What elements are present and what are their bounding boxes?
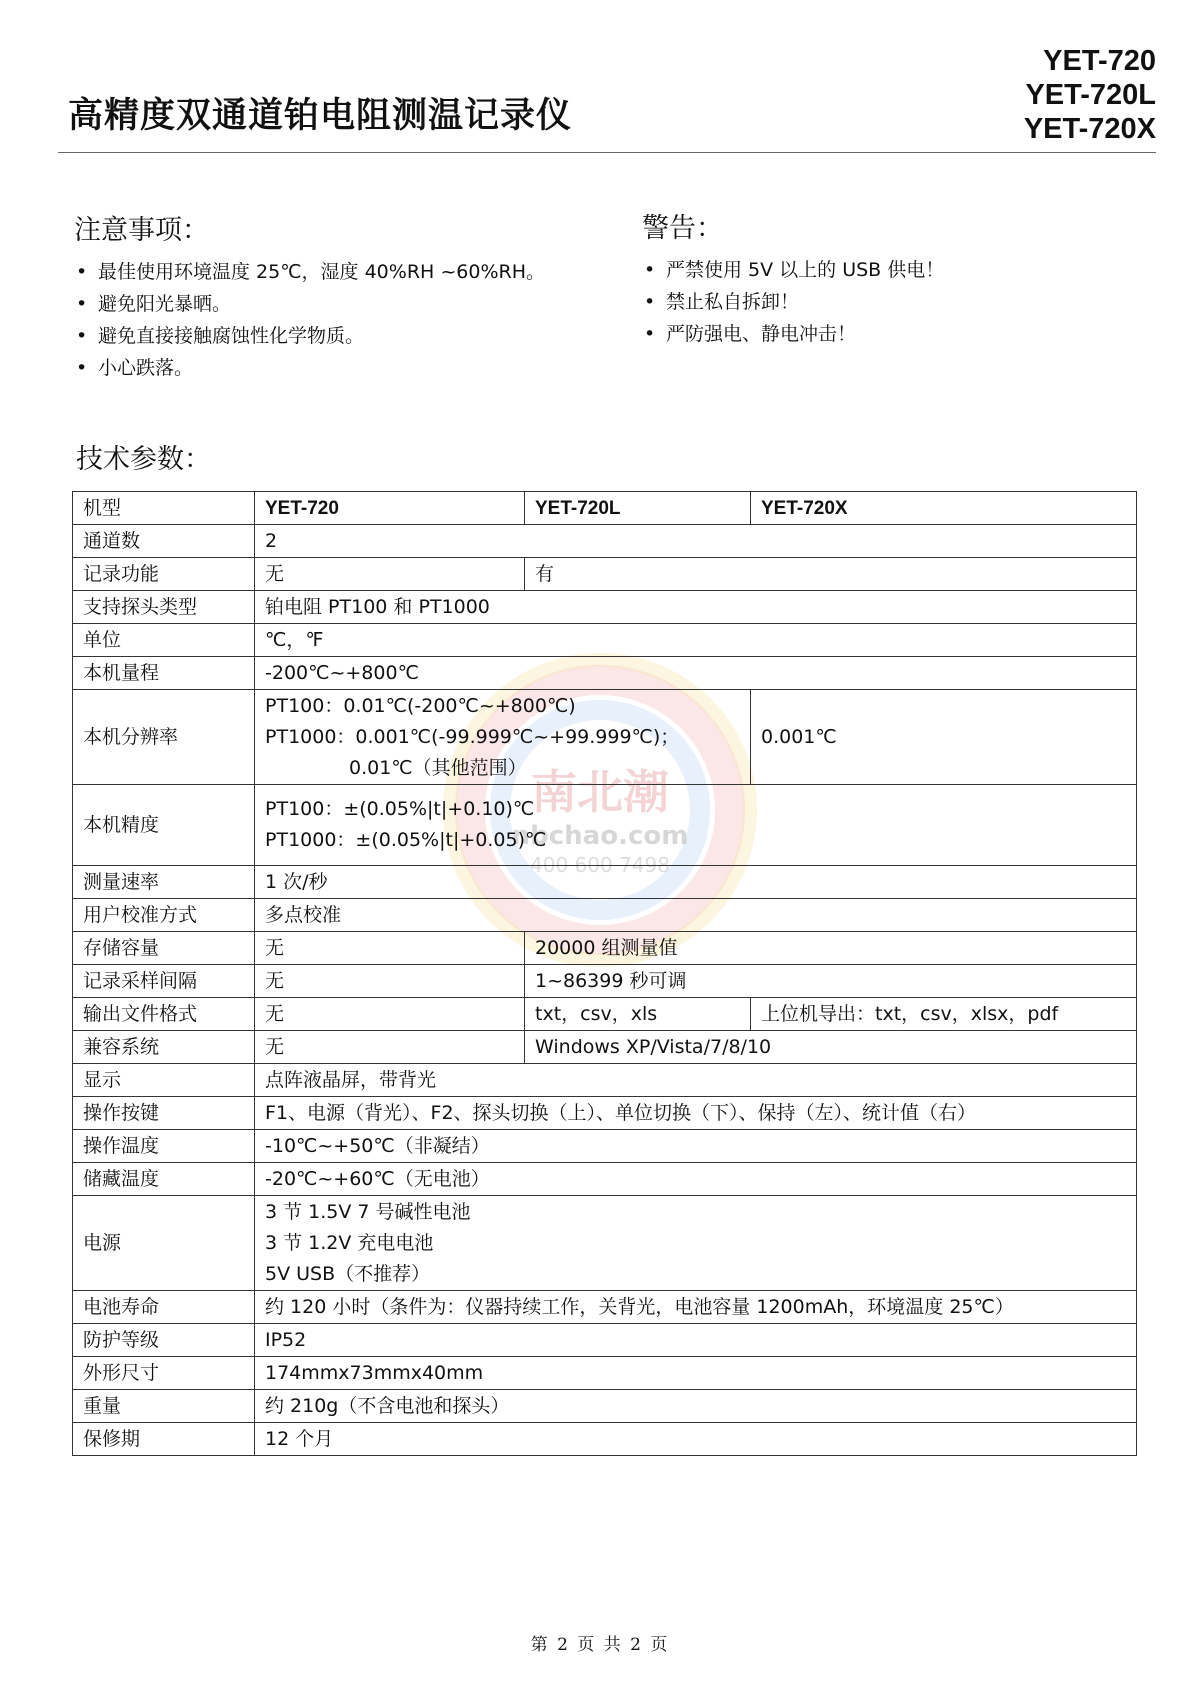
value-line: 0.01℃（其他范围） — [349, 756, 527, 779]
row-label: 单位 — [73, 624, 255, 657]
row-value: Windows XP/Vista/7/8/10 — [525, 1031, 1137, 1064]
table-row — [73, 1423, 1137, 1456]
value-line: PT1000：±(0.05%|t|+0.05)℃ — [265, 829, 547, 851]
table-row — [73, 690, 1137, 785]
row-value: F1、电源（背光）、F2、探头切换（上）、单位切换（下）、保持（左）、统计值（右） — [255, 1097, 1137, 1130]
model-name: YET-720 — [1043, 45, 1156, 77]
document-title: 高精度双通道铂电阻测温记录仪 — [68, 96, 573, 136]
table-row — [73, 1130, 1137, 1163]
list-item: • 最佳使用环境温度 25℃，湿度 40%RH ~60%RH。 — [76, 256, 545, 288]
row-label: 用户校准方式 — [73, 899, 255, 932]
row-label: 输出文件格式 — [73, 998, 255, 1031]
table-row — [73, 1196, 1137, 1291]
model-name: YET-720X — [1023, 113, 1156, 145]
row-label: 支持探头类型 — [73, 591, 255, 624]
notes-title: 注意事项： — [74, 215, 209, 246]
row-value: 约 210g（不含电池和探头） — [255, 1390, 1137, 1423]
list-item: • 避免阳光暴晒。 — [76, 288, 545, 320]
model-col-header: YET-720 — [255, 492, 525, 525]
table-row — [73, 492, 1137, 525]
table-row — [73, 1357, 1137, 1390]
notes-list — [76, 256, 545, 384]
row-value: 0.001℃ — [751, 690, 1137, 785]
row-label: 存储容量 — [73, 932, 255, 965]
warnings-title: 警告： — [642, 213, 723, 244]
row-value: 无 — [255, 965, 525, 998]
watermark-cn: 南北潮 — [531, 765, 669, 819]
row-label: 兼容系统 — [73, 1031, 255, 1064]
row-label: 记录功能 — [73, 558, 255, 591]
row-value: 20000 组测量值 — [525, 932, 1137, 965]
model-name: YET-720L — [1025, 79, 1156, 111]
row-value — [255, 1196, 1137, 1291]
table-row — [73, 1324, 1137, 1357]
row-value — [255, 785, 1137, 866]
watermark-phone: 400 600 7498 — [530, 853, 670, 877]
row-value: 1 次/秒 — [255, 866, 1137, 899]
row-label: 记录采样间隔 — [73, 965, 255, 998]
watermark-site: nbchao.com — [511, 821, 689, 851]
model-col-header: YET-720L — [525, 492, 751, 525]
row-value: 2 — [255, 525, 1137, 558]
row-value: 1~86399 秒可调 — [525, 965, 1137, 998]
table-row — [73, 1163, 1137, 1196]
row-value: 有 — [525, 558, 1137, 591]
table-row — [73, 591, 1137, 624]
table-row — [73, 558, 1137, 591]
row-value: 12 个月 — [255, 1423, 1137, 1456]
row-value: 无 — [255, 1031, 525, 1064]
row-value: 174mmx73mmx40mm — [255, 1357, 1137, 1390]
table-row — [73, 1064, 1137, 1097]
table-row — [73, 657, 1137, 690]
value-line: 3 节 1.5V 7 号碱性电池 — [265, 1200, 471, 1223]
row-value: txt，csv，xls — [525, 998, 751, 1031]
row-value: -20℃~+60℃（无电池） — [255, 1163, 1137, 1196]
table-row — [73, 785, 1137, 866]
list-item: • 严禁使用 5V 以上的 USB 供电！ — [644, 254, 944, 286]
row-value: -200℃~+800℃ — [255, 657, 1137, 690]
row-label: 电源 — [73, 1196, 255, 1291]
page-header — [58, 40, 1156, 153]
row-value: 无 — [255, 558, 525, 591]
row-label: 储藏温度 — [73, 1163, 255, 1196]
table-row — [73, 624, 1137, 657]
value-line: PT100：±(0.05%|t|+0.10)℃ — [265, 798, 535, 820]
row-label: 重量 — [73, 1390, 255, 1423]
row-label: 机型 — [73, 492, 255, 525]
table-row — [73, 998, 1137, 1031]
row-label: 外形尺寸 — [73, 1357, 255, 1390]
specs-title: 技术参数： — [76, 444, 211, 475]
row-value: 无 — [255, 998, 525, 1031]
table-row — [73, 1097, 1137, 1130]
table-row — [73, 932, 1137, 965]
list-item: • 禁止私自拆卸！ — [644, 286, 944, 318]
row-value: 多点校准 — [255, 899, 1137, 932]
row-label: 保修期 — [73, 1423, 255, 1456]
table-row — [73, 866, 1137, 899]
model-col-header: YET-720X — [751, 492, 1137, 525]
warnings-list — [644, 254, 944, 350]
row-label: 显示 — [73, 1064, 255, 1097]
value-line: 5V USB（不推荐） — [265, 1262, 431, 1285]
value-line: PT1000：0.001℃(-99.999℃~+99.999℃)； — [265, 725, 680, 748]
row-label: 本机分辨率 — [73, 690, 255, 785]
table-row — [73, 1390, 1137, 1423]
table-row — [73, 525, 1137, 558]
list-item: • 小心跌落。 — [76, 352, 545, 384]
value-line: PT100：0.01℃(-200℃~+800℃) — [265, 694, 576, 717]
row-label: 测量速率 — [73, 866, 255, 899]
row-label: 本机精度 — [73, 785, 255, 866]
row-label: 操作温度 — [73, 1130, 255, 1163]
page-number: 第 2 页 共 2 页 — [530, 1635, 670, 1655]
row-value: 约 120 小时（条件为：仪器持续工作，关背光，电池容量 1200mAh，环境温度 25℃） — [255, 1291, 1137, 1324]
row-value: 上位机导出：txt，csv，xlsx，pdf — [751, 998, 1137, 1031]
row-value: 铂电阻 PT100 和 PT1000 — [255, 591, 1137, 624]
row-label: 操作按键 — [73, 1097, 255, 1130]
row-label: 电池寿命 — [73, 1291, 255, 1324]
row-label: 本机量程 — [73, 657, 255, 690]
list-item: • 严防强电、静电冲击！ — [644, 318, 944, 350]
table-row — [73, 965, 1137, 998]
row-value: 无 — [255, 932, 525, 965]
row-label: 防护等级 — [73, 1324, 255, 1357]
row-label: 通道数 — [73, 525, 255, 558]
value-line: 3 节 1.2V 充电电池 — [265, 1231, 434, 1254]
row-value: IP52 — [255, 1324, 1137, 1357]
row-value — [255, 690, 751, 785]
list-item: • 避免直接接触腐蚀性化学物质。 — [76, 320, 545, 352]
spec-table — [72, 491, 1137, 1456]
table-row — [73, 899, 1137, 932]
row-value: ℃，℉ — [255, 624, 1137, 657]
table-row — [73, 1031, 1137, 1064]
row-value: 点阵液晶屏，带背光 — [255, 1064, 1137, 1097]
table-row — [73, 1291, 1137, 1324]
model-list — [1024, 44, 1156, 146]
row-value: -10℃~+50℃（非凝结） — [255, 1130, 1137, 1163]
